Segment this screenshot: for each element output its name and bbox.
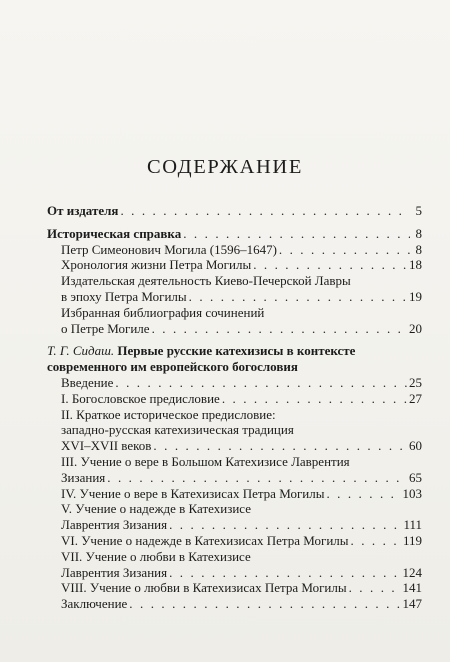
toc-essay-heading-line1 bbox=[47, 343, 422, 359]
toc-entry-ch5-line2 bbox=[47, 517, 422, 533]
toc-entry-title: V. Учение о надежде в Катехизисе bbox=[61, 501, 251, 517]
essay-title: современного им европейского богословия bbox=[47, 359, 298, 375]
toc-page-number: 20 bbox=[409, 320, 422, 336]
leader-dots bbox=[189, 289, 407, 305]
page-heading: СОДЕРЖАНИЕ bbox=[147, 156, 303, 178]
toc-entry-intro bbox=[47, 375, 422, 391]
table-of-contents bbox=[47, 203, 422, 612]
leader-dots bbox=[107, 470, 407, 486]
toc-entry-chronology bbox=[47, 257, 422, 273]
toc-page-number: 25 bbox=[409, 374, 422, 390]
toc-page-number: 8 bbox=[415, 225, 422, 241]
toc-page-number: 65 bbox=[409, 469, 422, 485]
toc-entry-title: VIII. Учение о любви в Катехизисах Петра Могилы bbox=[61, 580, 347, 596]
toc-entry-publisher bbox=[47, 203, 422, 219]
toc-page-number: 27 bbox=[409, 390, 422, 406]
toc-entry-title: о Петре Могиле bbox=[61, 320, 150, 336]
toc-entry-publishing-line1 bbox=[47, 273, 422, 289]
toc-page-number: 119 bbox=[402, 532, 422, 548]
toc-entry-history bbox=[47, 226, 422, 242]
leader-dots bbox=[129, 596, 400, 612]
toc-entry-ch7-line2 bbox=[47, 565, 422, 581]
toc-entry-ch2-line3 bbox=[47, 438, 422, 454]
leader-dots bbox=[351, 533, 401, 549]
toc-entry-ch2-line1 bbox=[47, 407, 422, 423]
toc-entry-title: От издателя bbox=[47, 203, 119, 218]
toc-page-number: 18 bbox=[409, 257, 422, 273]
toc-entry-title: II. Краткое историческое предисловие: bbox=[61, 406, 276, 422]
leader-dots bbox=[115, 375, 407, 391]
leader-dots bbox=[326, 486, 400, 502]
toc-entry-ch8 bbox=[47, 580, 422, 596]
toc-page-number: 111 bbox=[403, 517, 422, 533]
essay-author: Т. Г. Сидаш. bbox=[47, 343, 115, 359]
toc-entry-title: западно-русская катехизическая традиция bbox=[61, 422, 294, 438]
toc-entry-publishing-line2 bbox=[47, 289, 422, 305]
toc-entry-ch5-line1 bbox=[47, 501, 422, 517]
toc-page-number: 147 bbox=[402, 596, 422, 612]
leader-dots bbox=[253, 257, 407, 273]
essay-title: Первые русские катехизисы в контексте bbox=[117, 343, 356, 359]
toc-entry-title: XVI–XVII веков bbox=[61, 438, 152, 454]
toc-entry-biblio-line1 bbox=[47, 305, 422, 321]
leader-dots bbox=[169, 565, 400, 581]
toc-page-number: 103 bbox=[402, 485, 422, 501]
leader-dots bbox=[183, 226, 410, 242]
toc-entry-title: Историческая справка bbox=[47, 225, 182, 241]
toc-page-number: 141 bbox=[402, 580, 422, 596]
toc-entry-title: VII. Учение о любви в Катехизисе bbox=[61, 548, 251, 564]
toc-page-number: 19 bbox=[409, 288, 422, 304]
toc-entry-ch2-line2 bbox=[47, 422, 422, 438]
toc-entry-title: Введение bbox=[61, 374, 114, 390]
toc-entry-title: I. Богословское предисловие bbox=[61, 390, 220, 406]
toc-entry-mogila bbox=[47, 242, 422, 258]
toc-entry-title: VI. Учение о надежде в Катехизисах Петра Могилы bbox=[61, 532, 349, 548]
leader-dots bbox=[120, 203, 410, 219]
toc-entry-title: IV. Учение о вере в Катехизисах Петра Могилы bbox=[61, 485, 325, 501]
toc-page-number: 8 bbox=[415, 241, 422, 257]
toc-page-number: 5 bbox=[415, 203, 422, 218]
toc-entry-ch4 bbox=[47, 486, 422, 502]
toc-entry-conclusion bbox=[47, 596, 422, 612]
toc-entry-ch3-line1 bbox=[47, 454, 422, 470]
toc-entry-ch3-line2 bbox=[47, 470, 422, 486]
toc-entry-title: III. Учение о вере в Большом Катехизисе Лаврентия bbox=[61, 453, 350, 469]
toc-page-number: 124 bbox=[402, 564, 422, 580]
toc-entry-title: Лаврентия Зизания bbox=[61, 564, 168, 580]
toc-entry-title: Избранная библиография сочинений bbox=[61, 304, 265, 320]
toc-entry-title: в эпоху Петра Могилы bbox=[61, 288, 187, 304]
leader-dots bbox=[153, 438, 407, 454]
toc-entry-ch7-line1 bbox=[47, 549, 422, 565]
toc-entry-biblio-line2 bbox=[47, 321, 422, 337]
toc-page-number: 60 bbox=[409, 438, 422, 454]
toc-entry-title: Петр Симеонович Могила (1596–1647) bbox=[61, 241, 277, 257]
toc-entry-title: Хронология жизни Петра Могилы bbox=[61, 257, 252, 273]
toc-entry-ch1 bbox=[47, 391, 422, 407]
leader-dots bbox=[222, 391, 407, 407]
leader-dots bbox=[169, 517, 401, 533]
toc-entry-title: Зизания bbox=[61, 469, 106, 485]
toc-entry-title: Лаврентия Зизания bbox=[61, 517, 168, 533]
toc-entry-ch6 bbox=[47, 533, 422, 549]
leader-dots bbox=[152, 321, 407, 337]
toc-entry-title: Заключение bbox=[61, 596, 128, 612]
leader-dots bbox=[349, 580, 401, 596]
toc-entry-title: Издательская деятельность Киево-Печерской Лавры bbox=[61, 273, 351, 289]
leader-dots bbox=[279, 242, 410, 258]
toc-essay-heading-line2 bbox=[47, 359, 422, 375]
